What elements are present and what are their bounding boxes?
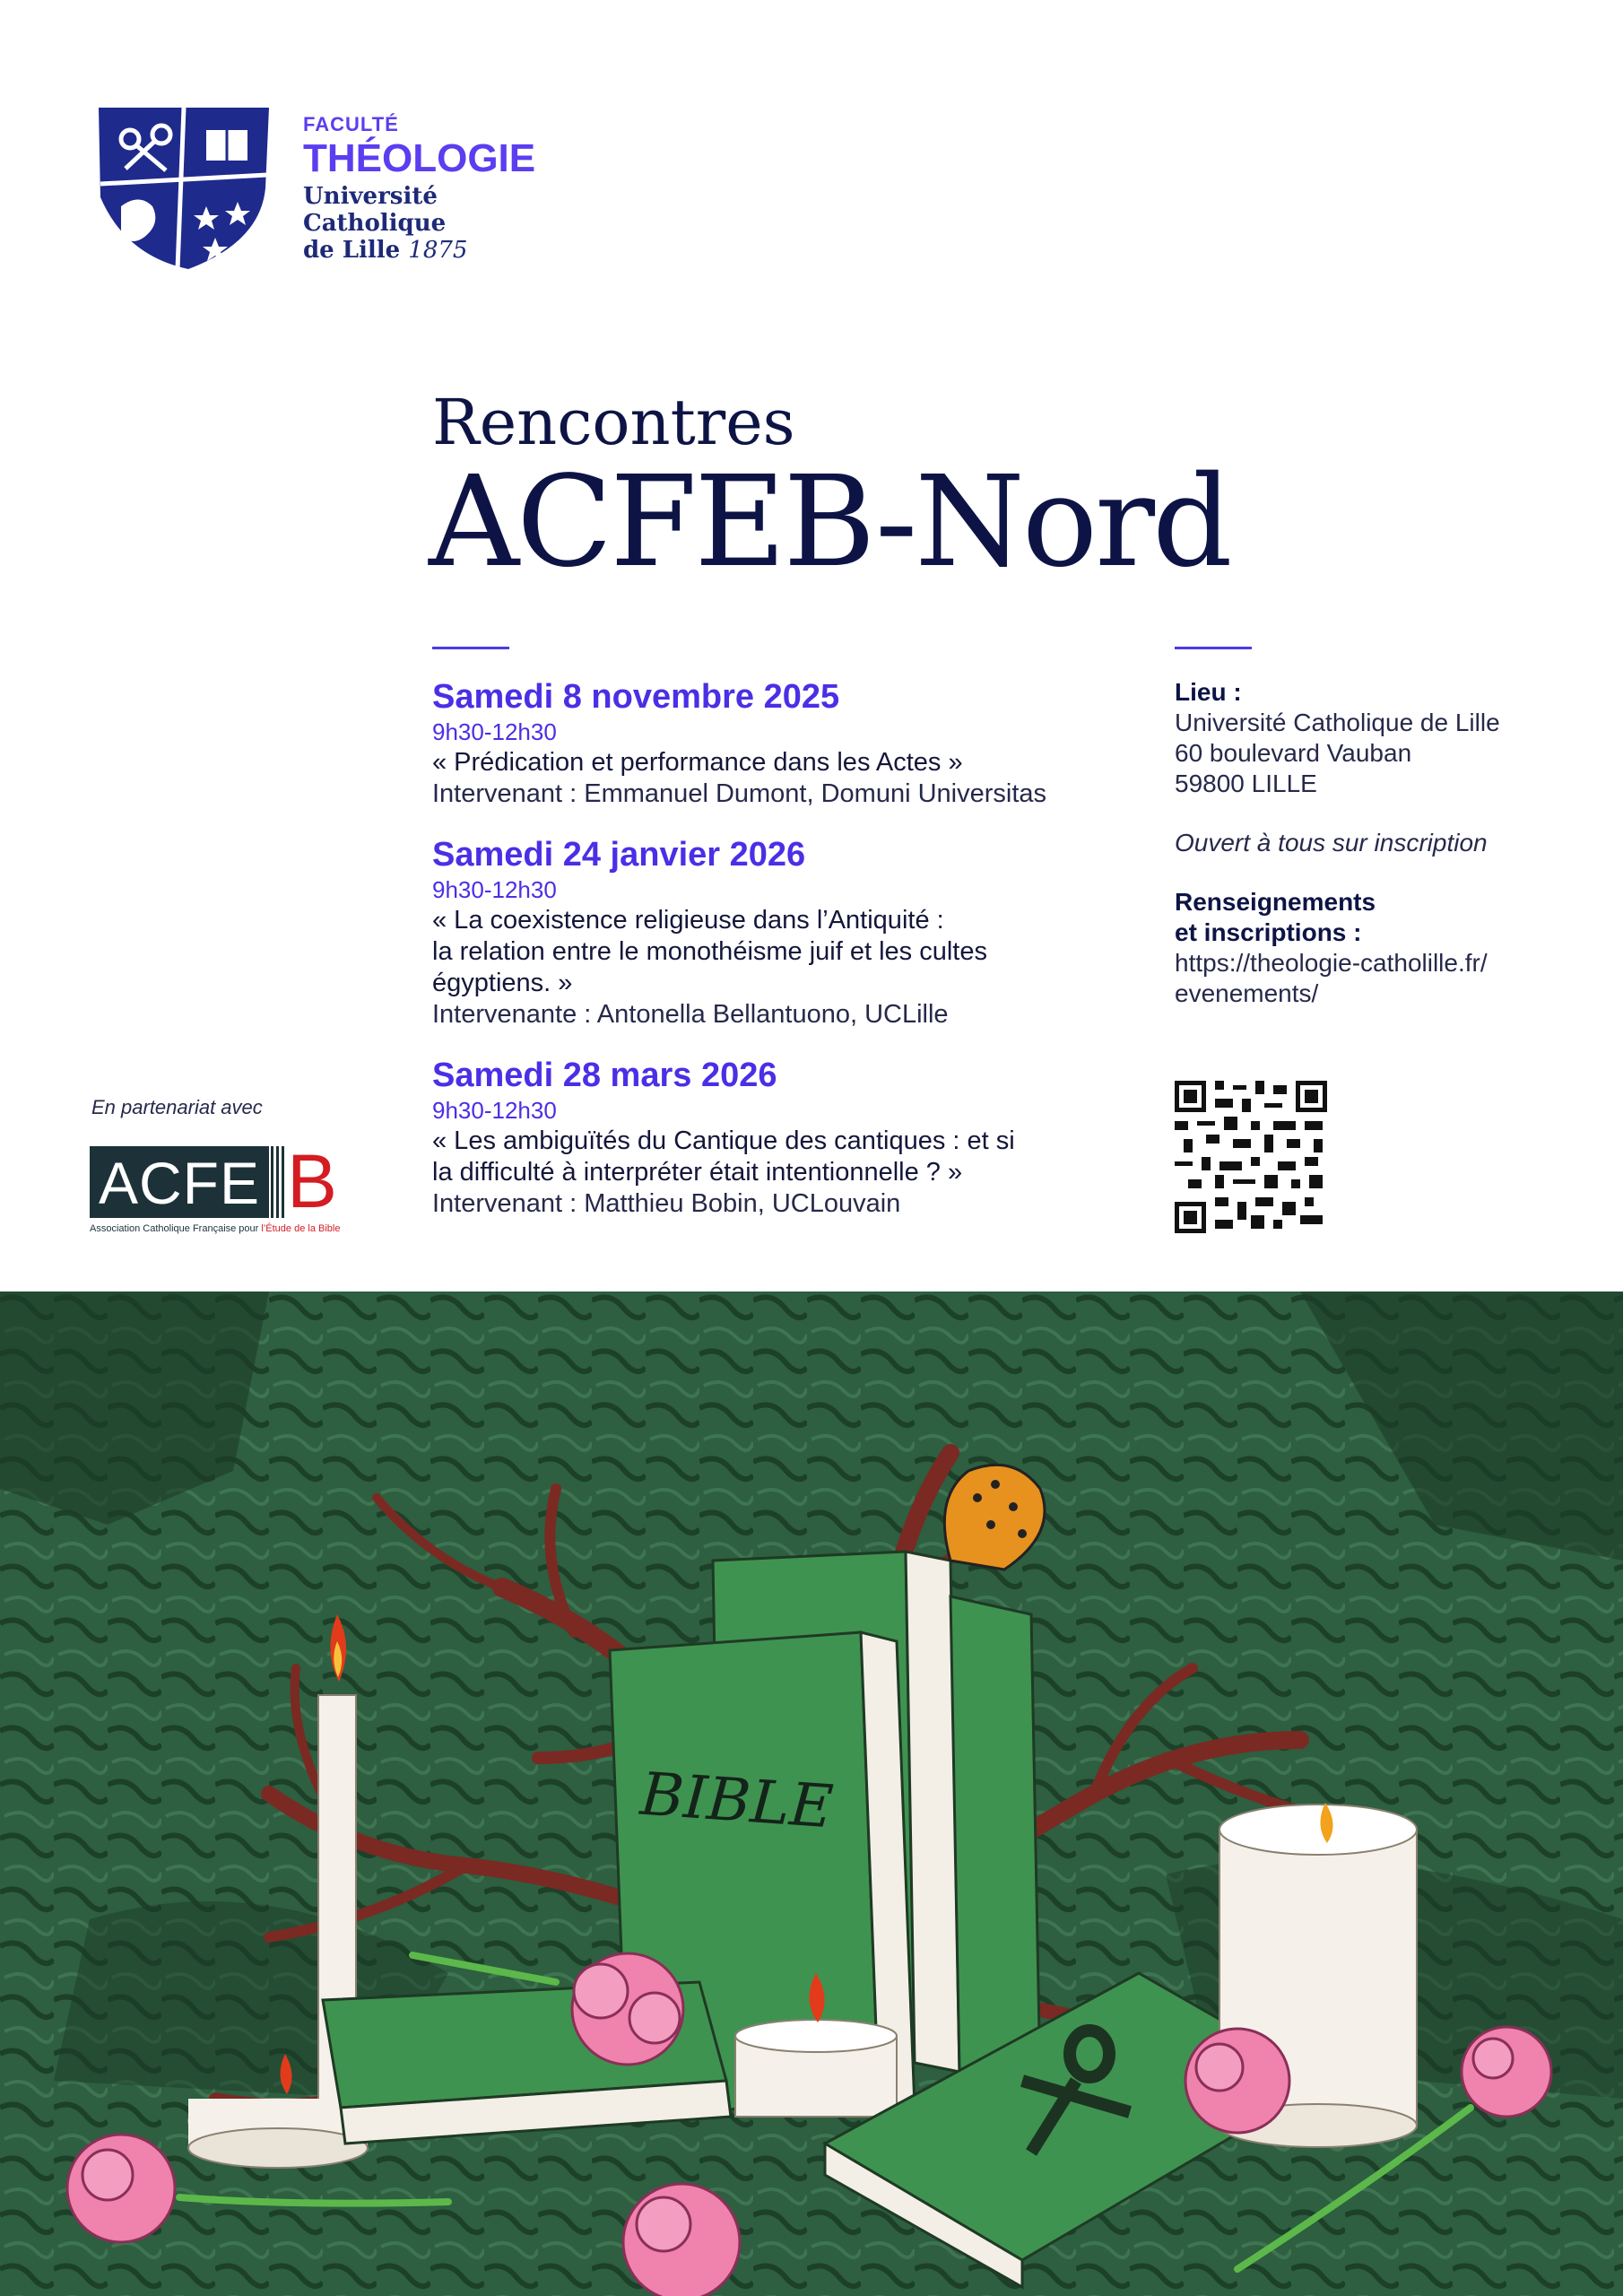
event-list (432, 677, 1132, 1245)
open-note-block (1175, 828, 1569, 858)
event-date: Samedi 28 mars 2026 (432, 1057, 777, 1094)
registration-link[interactable] (1175, 949, 1488, 1007)
location-line2: 60 boulevard Vauban (1175, 739, 1412, 767)
event-time: 9h30-12h30 (432, 718, 557, 745)
qr-code-icon[interactable] (1175, 1081, 1327, 1233)
faculty-name: THÉOLOGIE (303, 136, 536, 180)
partnership-label: En partenariat avec (91, 1096, 263, 1118)
location-line3: 59800 LILLE (1175, 770, 1317, 797)
university-year: 1875 (408, 237, 468, 264)
event-item (432, 1056, 1132, 1220)
faculty-label: FACULTÉ (303, 113, 399, 135)
acfeb-sub-text: Association Catholique Française pour (90, 1223, 262, 1234)
acfeb-sub-red: l’Étude de la Bible (261, 1223, 341, 1234)
contact-block (1175, 887, 1569, 1009)
event-time: 9h30-12h30 (432, 1097, 557, 1124)
event-speaker: Intervenante : Antonella Bellantuono, UCLille (432, 1000, 949, 1029)
university-city: de Lille (303, 237, 401, 264)
events-divider (432, 647, 509, 649)
location-line1: Université Catholique de Lille (1175, 709, 1500, 736)
university-crest-icon (90, 90, 278, 269)
bible-still-life-illustration (0, 1292, 1623, 2296)
university-name (303, 183, 556, 264)
faculty-logo (90, 90, 556, 278)
url-line2[interactable]: evenements/ (1175, 979, 1319, 1007)
open-note: Ouvert à tous sur inscription (1175, 829, 1488, 857)
event-time: 9h30-12h30 (432, 876, 557, 903)
event-date: Samedi 8 novembre 2025 (432, 678, 840, 716)
event-talk-line: la relation entre le monothéisme juif et les cultes (432, 937, 987, 966)
acfeb-logo (90, 1139, 341, 1236)
bible-book-title: BIBLE (638, 1759, 836, 1842)
event-item (432, 677, 1132, 810)
event-date: Samedi 24 janvier 2026 (432, 836, 806, 874)
contact-label2: et inscriptions : (1175, 918, 1362, 946)
event-item (432, 835, 1132, 1031)
university-line1: Université Catholique (303, 183, 447, 237)
event-talk-line: la difficulté à interpréter était intentionnelle ? » (432, 1158, 963, 1187)
info-divider (1175, 647, 1252, 649)
event-speaker: Intervenant : Matthieu Bobin, UCLouvain (432, 1189, 901, 1218)
url-line1[interactable]: https://theologie-catholille.fr/ (1175, 949, 1488, 977)
location-block (1175, 677, 1569, 799)
event-talk-line: « La coexistence religieuse dans l’Antiquité : (432, 906, 944, 935)
acfeb-logo-letter: B (287, 1139, 338, 1223)
contact-label1: Renseignements (1175, 888, 1376, 916)
acfeb-bars-icon (269, 1146, 287, 1218)
info-column (1175, 677, 1569, 1038)
event-talk-line: égyptiens. » (432, 969, 573, 997)
page-title: ACFEB-Nord (429, 449, 1230, 596)
acfeb-logo-subtitle (90, 1223, 340, 1234)
event-talk-line: « Prédication et performance dans les Actes » (432, 748, 963, 777)
title-line1: Rencontres (432, 386, 795, 459)
event-speaker: Intervenant : Emmanuel Dumont, Domuni Universitas (432, 779, 1047, 808)
acfeb-logo-text: ACFE (99, 1150, 261, 1216)
event-talk-line: « Les ambiguïtés du Cantique des cantiques : et si (432, 1126, 1015, 1155)
location-label: Lieu : (1175, 678, 1242, 706)
university-line2 (303, 237, 556, 264)
